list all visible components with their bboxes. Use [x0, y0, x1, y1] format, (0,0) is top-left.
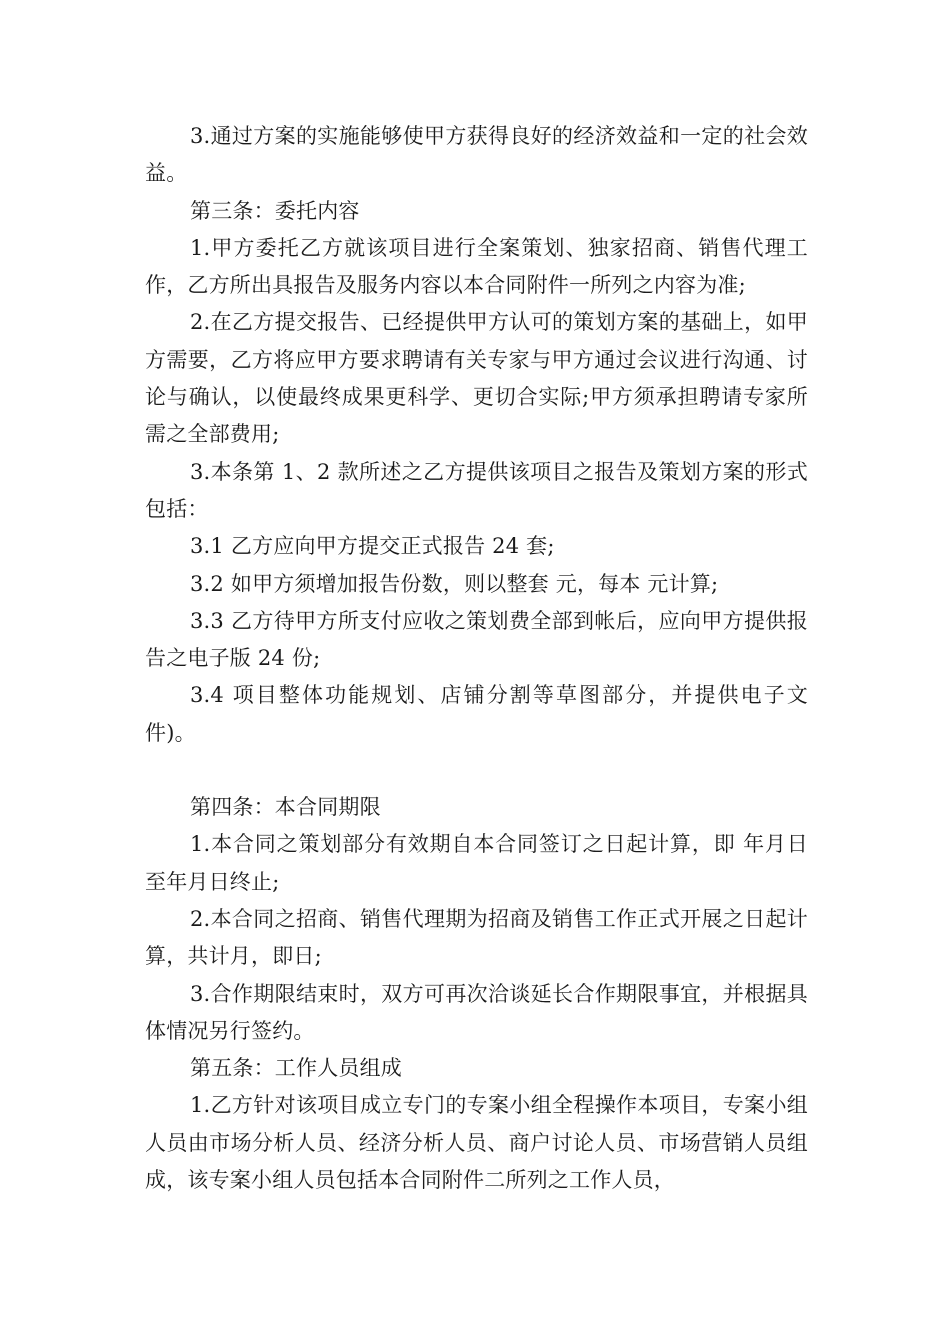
- article-5-heading: 第五条：工作人员组成: [190, 1056, 402, 1081]
- article-4-heading: 第四条：本合同期限: [190, 795, 381, 820]
- article-3-item-1: 1.甲方委托乙方就该项目进行全案策划、独家招商、销售代理工作，乙方所出具报告及服务内容以本合同附件一所列之内容为准;: [145, 235, 808, 298]
- article-5-item-1: 1.乙方针对该项目成立专门的专案小组全程操作本项目，专案小组人员由市场分析人员、经济分析人员、商户讨论人员、市场营销人员组成，该专案小组人员包括本合同附件二所列之工作人员，: [145, 1093, 808, 1193]
- article-3-item-3-1: 3.1 乙方应向甲方提交正式报告 24 套;: [190, 534, 555, 559]
- blank-line: [145, 752, 808, 789]
- article-3-item-2: 2.在乙方提交报告、已经提供甲方认可的策划方案的基础上，如甲方需要，乙方将应甲方要求聘请有关专家与甲方通过会议进行沟通、讨论与确认，以使最终成果更科学、更切合实际;甲方须承担聘请专家所需之全部费用;: [145, 310, 808, 447]
- article-4-item-3: 3.合作期限结束时，双方可再次洽谈延长合作期限事宜，并根据具体情况另行签约。: [145, 981, 808, 1043]
- article-4-item-2: 2.本合同之招商、销售代理期为招商及销售工作正式开展之日起计算，共计月，即日;: [145, 906, 808, 969]
- article-3-item-3: 3.本条第 1、2 款所述之乙方提供该项目之报告及策划方案的形式包括：: [145, 459, 808, 521]
- article-3-item-3-3: 3.3 乙方待甲方所支付应收之策划费全部到帐后，应向甲方提供报告之电子版 24 份;: [145, 608, 808, 671]
- article-4-item-1: 1.本合同之策划部分有效期自本合同签订之日起计算，即 年月日至年月日终止;: [145, 832, 808, 894]
- document-page: [145, 118, 808, 1199]
- article-3-item-3-4: 3.4 项目整体功能规划、店铺分割等草图部分，并提供电子文件)。: [145, 683, 808, 745]
- clause-2-item-3: 3.通过方案的实施能够使甲方获得良好的经济效益和一定的社会效益。: [145, 124, 808, 186]
- article-3-heading: 第三条：委托内容: [190, 198, 360, 223]
- article-3-item-3-2: 3.2 如甲方须增加报告份数，则以整套 元，每本 元计算;: [190, 571, 719, 596]
